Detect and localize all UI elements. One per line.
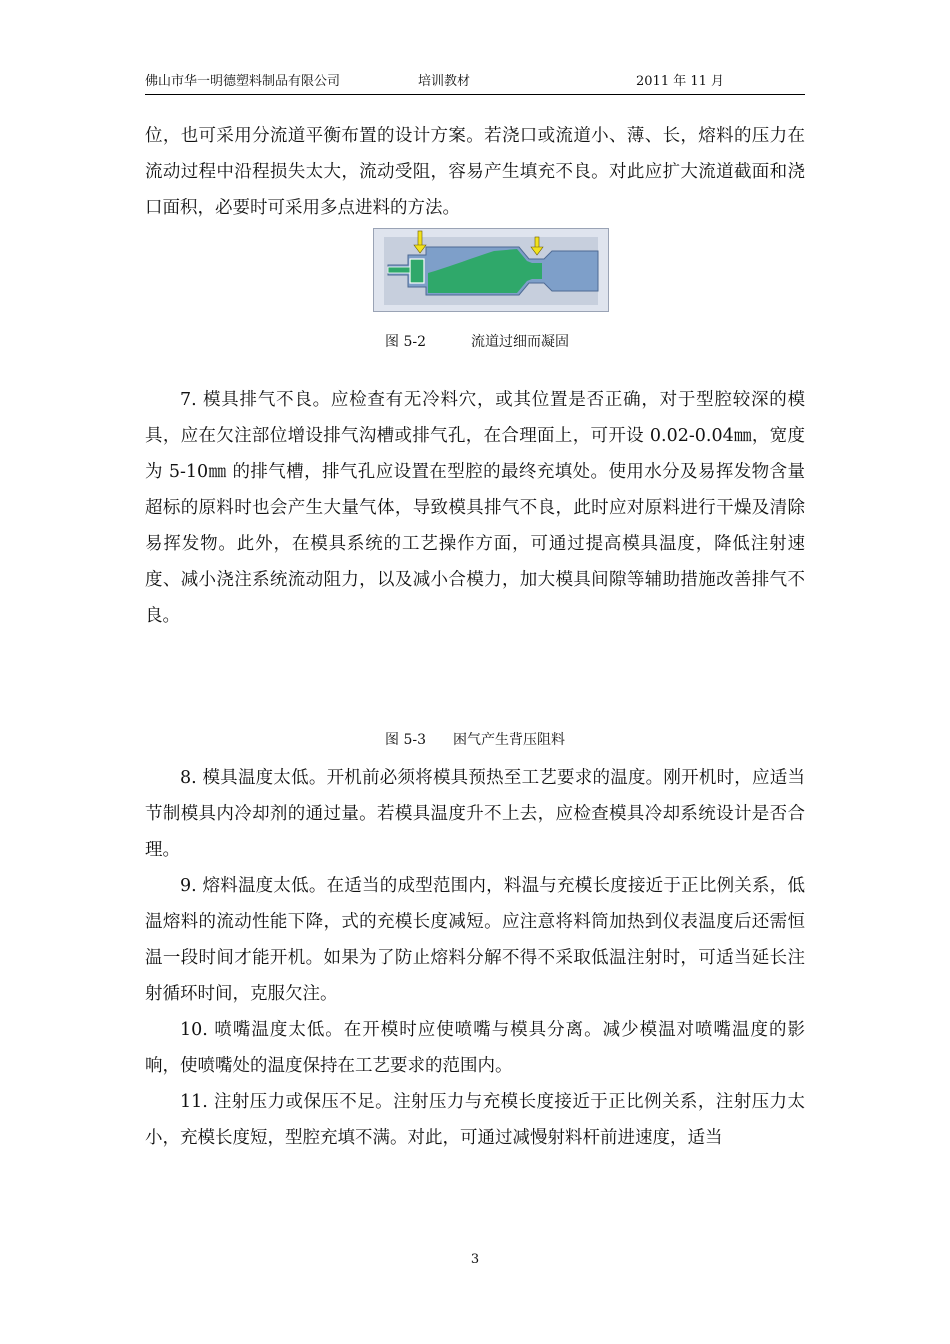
paragraph-item-7: 7. 模具排气不良。应检查有无冷料穴，或其位置是否正确，对于型腔较深的模具，应在欠注部位增设排气沟槽或排气孔，在合理面上，可开设 0.02-0.04㎜，宽度为 5-10㎜ 的排气槽，排气孔应设置在型腔的最终充填处。使用水分及易挥发物含量超标的原料时也会产生大量气体，导致模具排气不良，此时应对原料进行干燥及清除易挥发物。此外，在模具系统的工艺操作方面，可通过提高模具温度，降低注射速度、减小浇注系统流动阻力，以及减小合模力，加大模具间隙等辅助措施改善排气不良。 <box>145 390 805 626</box>
header-rule <box>145 94 805 95</box>
header-date: 2011 年 11 月 <box>636 74 725 89</box>
paragraph-item-11: 11. 注射压力或保压不足。注射压力与充模长度接近于正比例关系，注射压力太小，充模长度短，型腔充填不满。对此，可通过减慢射料杆前进速度，适当 <box>145 1092 805 1148</box>
figure-5-2-number: 图 5-2 <box>385 334 426 350</box>
paragraph-item-9: 9. 熔料温度太低。在适当的成型范围内，料温与充模长度接近于正比例关系，低温熔料的流动性能下降，式的充模长度减短。应注意将料筒加热到仪表温度后还需恒温一段时间才能开机。如果为了防止熔料分解不得不采取低温注射时，可适当延长注射循环时间，克服欠注。 <box>145 876 805 1004</box>
runner-freeze-diagram <box>374 229 608 311</box>
figure-5-2-title: 流道过细而凝固 <box>471 334 569 350</box>
paragraph-item-8: 8. 模具温度太低。开机前必须将模具预热至工艺要求的温度。刚开机时，应适当节制模具内冷却剂的通过量。若模具温度升不上去，应检查模具冷却系统设计是否合理。 <box>145 768 805 860</box>
figure-5-3-number: 图 5-3 <box>385 732 426 748</box>
figure-runner-freeze <box>373 228 609 312</box>
header-manual: 培训教材 <box>418 74 471 89</box>
page-header <box>145 70 805 92</box>
figure-5-3-title: 困气产生背压阻料 <box>453 732 565 748</box>
header-company: 佛山市华一明德塑料制品有限公司 <box>145 74 341 89</box>
page-number: 3 <box>470 1252 480 1267</box>
paragraph-runner-design: 位，也可采用分流道平衡布置的设计方案。若浇口或流道小、薄、长，熔料的压力在流动过程中沿程损失太大，流动受阻，容易产生填充不良。对此应扩大流道截面和浇口面积，必要时可采用多点进料的方法。 <box>145 126 805 218</box>
paragraph-item-10: 10. 喷嘴温度太低。在开模时应使喷嘴与模具分离。减少模温对喷嘴温度的影响，使喷嘴处的温度保持在工艺要求的范围内。 <box>145 1020 805 1076</box>
